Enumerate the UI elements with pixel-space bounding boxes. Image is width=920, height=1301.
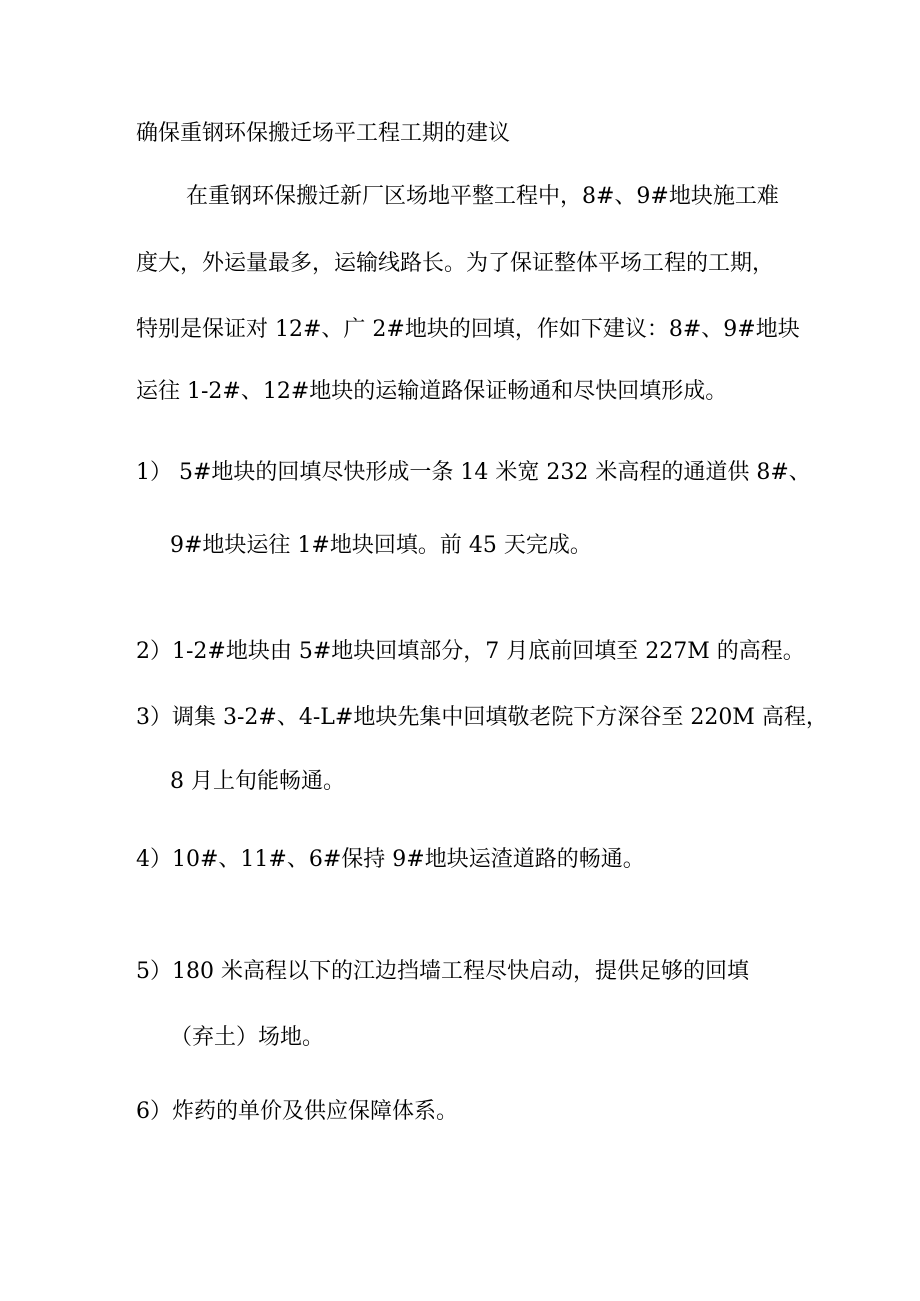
item-5-line-1: 5）180 米高程以下的江边挡墙工程尽快启动，提供足够的回填 (136, 959, 749, 984)
item-4-line-1: 4）10#、11#、6#保持 9#地块运渣道路的畅通。 (136, 847, 645, 872)
item-3-line-2: 8 月上旬能畅通。 (170, 769, 345, 794)
item-2-line-1: 2）1-2#地块由 5#地块回填部分，7 月底前回填至 227M 的高程。 (136, 639, 805, 664)
intro-line-4: 运往 1-2#、12#地块的运输道路保证畅通和尽快回填形成。 (136, 379, 728, 404)
item-5-line-2: （弃土）场地。 (170, 1025, 325, 1050)
item-3-line-1: 3）调集 3-2#、4-L#地块先集中回填敬老院下方深谷至 220M 高程， (136, 705, 828, 730)
item-6-line-1: 6）炸药的单价及供应保障体系。 (136, 1099, 458, 1124)
intro-line-2: 度大，外运量最多，运输线路长。为了保证整体平场工程的工期， (136, 251, 775, 276)
document-title: 确保重钢环保搬迁场平工程工期的建议 (136, 121, 511, 146)
intro-line-3: 特别是保证对 12#、广 2#地块的回填，作如下建议：8#、9#地块 (136, 317, 800, 342)
item-1-line-2: 9#地块运往 1#地块回填。前 45 天完成。 (170, 533, 592, 558)
item-1-line-1: 1） 5#地块的回填尽快形成一条 14 米宽 232 米高程的通道供 8#、 (136, 460, 811, 485)
intro-line-1: 在重钢环保搬迁新厂区场地平整工程中，8#、9#地块施工难 (186, 184, 779, 209)
